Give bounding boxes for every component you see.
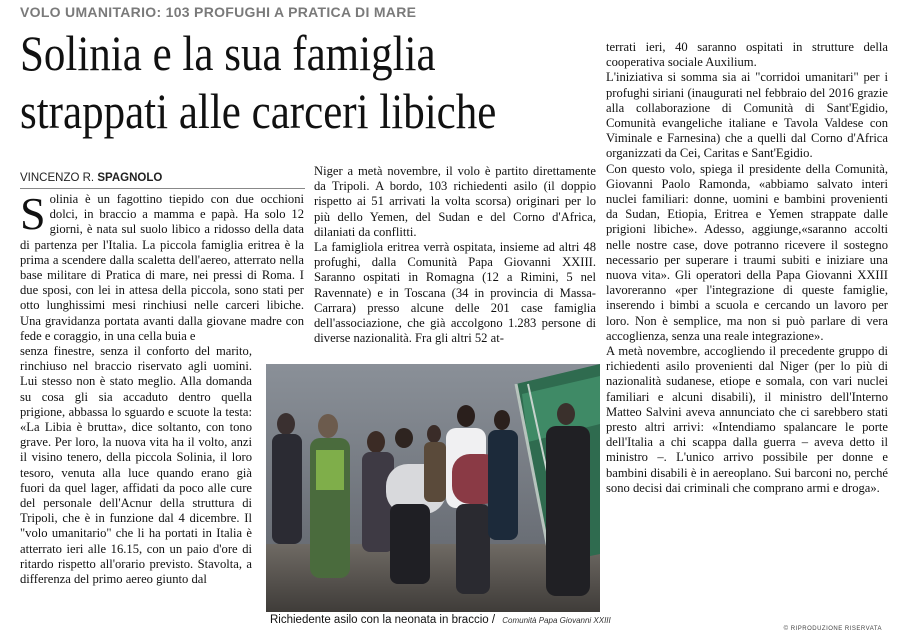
byline-rule bbox=[20, 188, 305, 189]
column-2-paragraph-1: Niger a metà novembre, il volo è partito direttamente da Tripoli. A bordo, 103 richiedenti asilo (il doppio rispetto ai 51 arrivati la volta scorsa) originari per lo più dello Yemen, del Sudan e del Corno d'Africa, dilaniati da conflitti. bbox=[314, 164, 596, 239]
headline-line-1: Solinia e la sua famiglia bbox=[20, 25, 436, 81]
caption-text: Richiedente asilo con la neonata in braccio bbox=[270, 614, 489, 626]
column-3-paragraph-3: A metà novembre, accogliendo il precedente gruppo di richiedenti asilo provenienti dal Niger (per lo più di nazionalità sudanese, etiope e somala, con vari nuclei familiari e alcuni disabili), il ministro dell'Interno Matteo Salvini aveva annunciato che ci sarebbero stati presto altri arrivi: «Intendiamo spalancare le porte dell'Italia a chi scappa dalla guerra – aveva detto il ministro –. L'unico arrivo possibile per donne e bambini disabili è in aereoplano. Sui barconi no, perché sono decisi dai criminali che comprano armi e droga». bbox=[606, 344, 888, 495]
column-3-paragraph-2: Con questo volo, spiega il presidente della Comunità, Giovanni Paolo Ramonda, «abbiamo salvato interi nuclei familiari: donne, uomini e bambini provenienti da Sudan, Etiopia, Eritrea e Yemen strappate dalle prigioni libiche». Adesso, aggiunge,«saranno accolti nelle nostre case, dove potranno ricevere il sostegno necessario per superare i traumi subiti e iniziare una nuova vita». Gli operatori della Papa Giovanni XXIII lavoreranno «per l'integrazione di queste famiglie, inserendo i bimbi a scuola e cercando un lavoro per loro. Non è semplice, ma non si può parlare di vera accoglienza, senza una reale integrazione». bbox=[606, 161, 888, 343]
headline bbox=[20, 24, 519, 140]
column-1-paragraph-top: olinia è un fagottino tiepido con due occhioni dolci, in braccio a mamma e papà. Ha solo 12 giorni, è nata sul suolo libico a ridosso della data di partenza per l'Italia. La piccola famiglia eritrea è la prima a scendere dalla scaletta dell'aereo, atterrato nella base militare di Pratica di mare, nei pressi di Roma. I due sposi, con lei in attesa della piccola, sono stati per otto lunghissimi mesi rinchiusi nelle carceri libiche. Una gravidanza portata avanti dalla giovane madre con fede e coraggio, in una cella buia e bbox=[20, 192, 304, 343]
article-column-3 bbox=[606, 40, 888, 496]
column-3-paragraph-1: L'iniziativa si somma sia ai "corridoi umanitari" per i profughi siriani (inaugurati nel febbraio del 2016 grazie alla collaborazione di Comunità di Sant'Egidio, Comunità evangeliche italiane e Tavola Valdese con Viminale e Farnesina) che a quelli dal Corno d'Africa organizzati da Cei, Caritas e Sant'Egidio. bbox=[606, 70, 888, 161]
byline-author: SPAGNOLO bbox=[97, 172, 163, 184]
dropcap: S bbox=[20, 188, 46, 239]
caption-separator: / bbox=[491, 614, 496, 626]
article-column-1 bbox=[20, 188, 304, 587]
reproduction-notice: © RIPRODUZIONE RISERVATA bbox=[783, 626, 882, 632]
photo-credit: Comunità Papa Giovanni XXIII bbox=[502, 616, 611, 625]
photo-caption bbox=[270, 614, 611, 626]
column-3-paragraph-0: terrati ieri, 40 saranno ospitati in strutture della cooperativa sociale Auxilium. bbox=[606, 40, 888, 70]
photo-illustration bbox=[266, 364, 600, 612]
byline bbox=[20, 172, 162, 184]
column-2-paragraph-2: La famigliola eritrea verrà ospitata, insieme ad altri 48 profughi, dalla Comunità Papa Giovanni XXIII. Saranno ospitati in Romagna (12 a Rimini, 5 nel Ravennate) e in Toscana (34 in provincia di Massa-Carrara) presso alcune delle 201 case famiglia dell'associazione, che già accolgono 1.283 persone di diverse nazionalità. Fra gli altri 52 at- bbox=[314, 240, 596, 346]
article-column-2 bbox=[314, 164, 596, 346]
kicker: VOLO UMANITARIO: 103 PROFUGHI A PRATICA DI MARE bbox=[20, 4, 417, 20]
news-photo bbox=[266, 364, 600, 612]
byline-prefix: VINCENZO R. bbox=[20, 172, 95, 184]
headline-line-2: strappati alle carceri libiche bbox=[20, 83, 497, 139]
column-1-paragraph-wrap: senza finestre, senza il conforto del marito, rinchiuso nel braccio riservato agli uomini. Lui stesso non è stato meglio. Alla domanda su cosa gli sia accaduto dentro quella prigione, abbassa lo sguardo e scuote la testa: «La Libia è brutta», dice soltanto, con tono grave. Per loro, la nuova vita ha il volto, anzi il visino tenero, della piccola Solinia, il loro tesoro, venuta alla luce quando erano già fuori da quel lager, affidati da poco alle cure del personale dell'Acnur della struttura di Tripoli, che è in funzione dal 4 dicembre. Il "volo umanitario" che li ha portati in Italia è atterrato ieri alle 16.15, con un paio d'ore di ritardo rispetto all'orario previsto. Stavolta, a differenza del primo aereo giunto dal bbox=[20, 344, 252, 587]
